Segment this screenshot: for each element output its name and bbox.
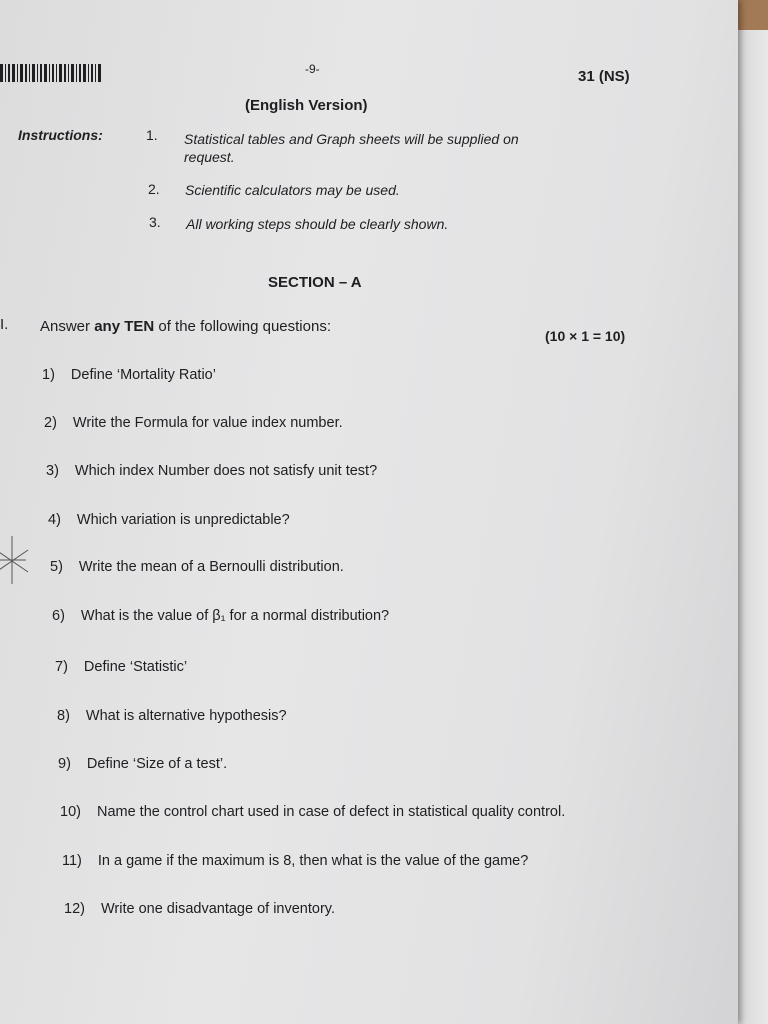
question-emphasis: any TEN [94,318,155,335]
item-number: 9) [58,756,71,772]
page-number: -9- [305,62,320,76]
list-item [46,463,377,479]
paper-code: 31 (NS) [578,68,630,85]
list-item [60,804,565,820]
list-item [58,756,227,772]
marks-allocation: (10 × 1 = 10) [545,328,626,344]
item-text: In a game if the maximum is 8, then what is the value of the game? [97,853,529,869]
instruction-text: All working steps should be clearly shown. [186,216,449,232]
list-item [48,512,290,528]
list-item [55,659,187,675]
item-text: Write the mean of a Bernoulli distribution. [78,559,344,575]
item-text: What is alternative hypothesis? [85,708,287,724]
section-title: SECTION – A [268,274,362,291]
question-instruction [40,318,331,335]
question-suffix: of the following questions: [154,318,331,335]
list-item [62,853,528,869]
instruction-number: 1. [146,127,158,143]
version-title: (English Version) [245,97,368,114]
barcode [0,64,101,82]
item-number: 1) [42,367,55,383]
question-prefix: Answer [40,318,95,335]
item-number: 4) [48,512,61,528]
item-text: Name the control chart used in case of defect in statistical quality control. [96,804,566,820]
item-text: What is the value of β₁ for a normal distribution? [80,608,390,624]
item-number: 5) [50,559,63,575]
instruction-text: Statistical tables and Graph sheets will be supplied on [184,131,519,147]
item-text: Which variation is unpredictable? [76,512,290,528]
question-number: I. [0,316,9,333]
list-item [42,367,216,383]
item-number: 10) [60,804,81,820]
item-text: Define ‘Mortality Ratio’ [70,367,216,383]
item-number: 11) [62,853,82,869]
list-item [44,415,343,431]
pencil-star-mark [0,532,32,588]
item-number: 12) [64,901,85,917]
item-number: 2) [44,415,57,431]
item-text: Write the Formula for value index number. [72,415,343,431]
item-number: 7) [55,659,68,675]
item-text: Define ‘Statistic’ [83,659,188,675]
list-item [50,559,344,575]
item-number: 6) [52,608,65,624]
list-item [57,708,287,724]
instruction-number: 2. [148,181,160,197]
list-item [52,608,389,624]
item-text: Which index Number does not satisfy unit test? [74,463,378,479]
list-item [64,901,335,917]
item-number: 3) [46,463,59,479]
item-number: 8) [57,708,70,724]
instruction-text: Scientific calculators may be used. [185,182,400,198]
instruction-text-continued: request. [184,149,235,165]
item-text: Write one disadvantage of inventory. [100,901,335,917]
instruction-number: 3. [149,214,161,230]
item-text: Define ‘Size of a test’. [86,756,228,772]
instructions-label: Instructions: [18,127,103,143]
